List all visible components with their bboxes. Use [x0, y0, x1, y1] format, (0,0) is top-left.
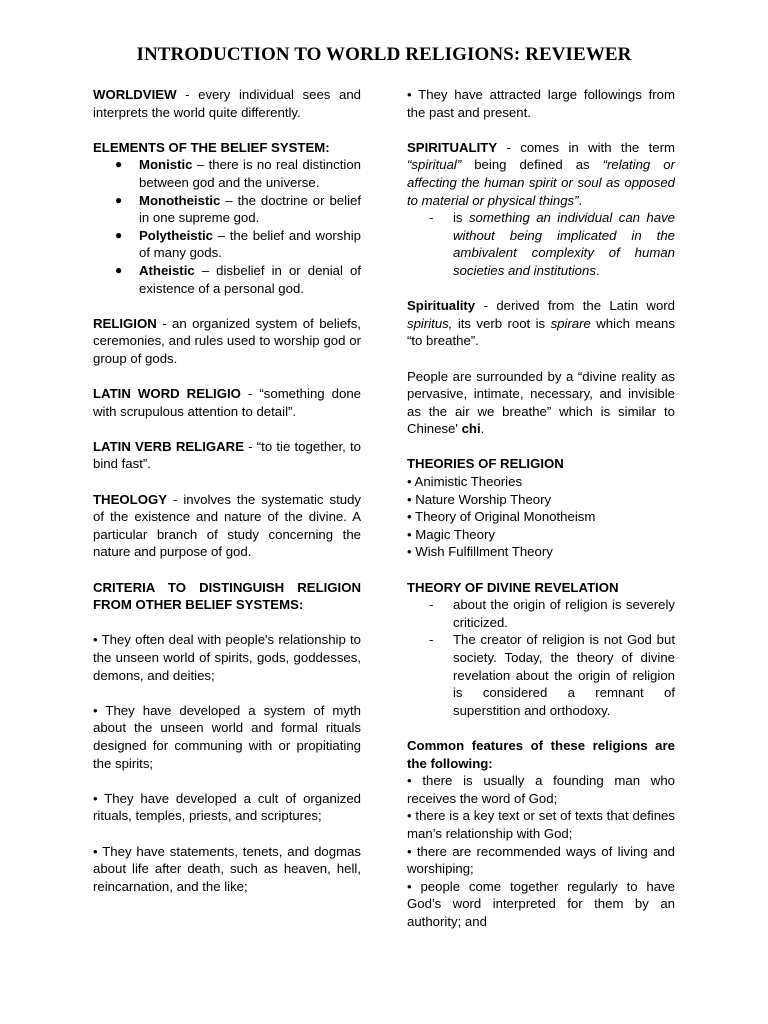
theory-item: • Nature Worship Theory [407, 491, 552, 507]
theology-definition: THEOLOGY - involves the systematic study of the existence and nature of the divine. A particular branch of study concerning the nature and purpose of god. [93, 491, 361, 560]
common-feature-item: • there are recommended ways of living and worshiping; [407, 843, 675, 877]
list-item: ● Atheistic – disbelief in or denial of existence of a personal god. [115, 262, 361, 296]
belief-system-list [93, 156, 361, 297]
criteria-item: • They have developed a system of myth about the unseen world and formal rituals designed for communing with or propitiating the spirits; [93, 702, 361, 771]
list-item: ● Monistic – there is no real distinction between god and the universe. [115, 157, 361, 190]
criteria-item: • They have statements, tenets, and dogmas about life after death, such as heaven, hell, reincarnation, and the like; [93, 843, 361, 894]
list-item: - about the origin of religion is severely criticized. [429, 597, 675, 630]
theory-item: • Wish Fulfillment Theory [407, 544, 553, 560]
common-feature-item: • there is usually a founding man who receives the word of God; [407, 773, 675, 806]
criteria-heading: CRITERIA TO DISTINGUISH RELIGION FROM OTHER BELIEF SYSTEMS: [93, 579, 361, 613]
elements-heading: ELEMENTS OF THE BELIEF SYSTEM: [93, 139, 330, 155]
list-item: - is something an individual can have without being implicated in the ambivalent complexity of human societies and institutions. [429, 210, 676, 278]
divine-reality-paragraph: People are surrounded by a “divine reality as pervasive, intimate, necessary, and invisible as the air we breathe” which is similar to Chinese' chi. [407, 368, 675, 437]
dash-icon: - [429, 632, 434, 648]
religare-definition: LATIN VERB RELIGARE - “to tie together, to bind fast”. [93, 438, 362, 472]
left-column [93, 86, 361, 895]
revelation-dash-list [407, 596, 675, 719]
common-features-heading: Common features of these religions are the following: [407, 737, 675, 771]
theories-heading: THEORIES OF RELIGION [407, 456, 564, 472]
worldview-definition: WORLDVIEW - every individual sees and interprets the world quite differently. [93, 87, 361, 120]
dash-icon: - [429, 597, 434, 613]
bullet-icon: ● [115, 192, 123, 207]
spirituality-dash-list [407, 209, 675, 279]
common-feature-item: • there is a key text or set of texts that defines man’s relationship with God; [407, 808, 675, 841]
right-column [407, 86, 675, 931]
common-feature-item: • people come together regularly to have God’s word interpreted for them by an authority; and [407, 878, 675, 929]
religio-definition: LATIN WORD RELIGIO - “something done with scrupulous attention to detail”. [93, 386, 361, 419]
criteria-item: • They have attracted large followings from the past and present. [407, 87, 675, 120]
list-item: - The creator of religion is not God but society. Today, the theory of divine revelation about the origin of religion is considered a remnant of superstition and orthodoxy. [429, 632, 675, 718]
list-item: ● Monotheistic – the doctrine or belief in one supreme god. [115, 192, 361, 226]
bullet-icon: ● [115, 227, 123, 242]
theory-item: • Magic Theory [407, 526, 495, 542]
dash-icon: - [429, 210, 434, 226]
revelation-heading: THEORY OF DIVINE REVELATION [407, 579, 619, 595]
spirituality-definition: SPIRITUALITY - comes in with the term “spiritual” being defined as “relating or affecting the human spirit or soul as opposed to material or physical things”. [407, 139, 675, 208]
theory-item: • Animistic Theories [407, 474, 523, 490]
criteria-item: • They often deal with people's relationship to the unseen world of spirits, gods, goddesses, demons, and deities; [93, 632, 361, 683]
page-title: INTRODUCTION TO WORLD RELIGIONS: REVIEWER [136, 44, 632, 65]
bullet-icon: ● [115, 157, 123, 172]
list-item: ● Polytheistic – the belief and worship of many gods. [115, 227, 361, 261]
religion-definition: RELIGION - an organized system of beliefs, ceremonies, and rules used to worship god or group of gods. [93, 315, 361, 366]
worldview-term: WORLDVIEW [93, 87, 177, 102]
criteria-item: • They have developed a cult of organized rituals, temples, priests, and scriptures; [93, 790, 361, 824]
theory-item: • Theory of Original Monotheism [407, 509, 596, 525]
bullet-icon: ● [115, 262, 123, 277]
spirituality-latin: Spirituality - derived from the Latin word spiritus, its verb root is spirare which means “to breathe”. [407, 298, 675, 349]
